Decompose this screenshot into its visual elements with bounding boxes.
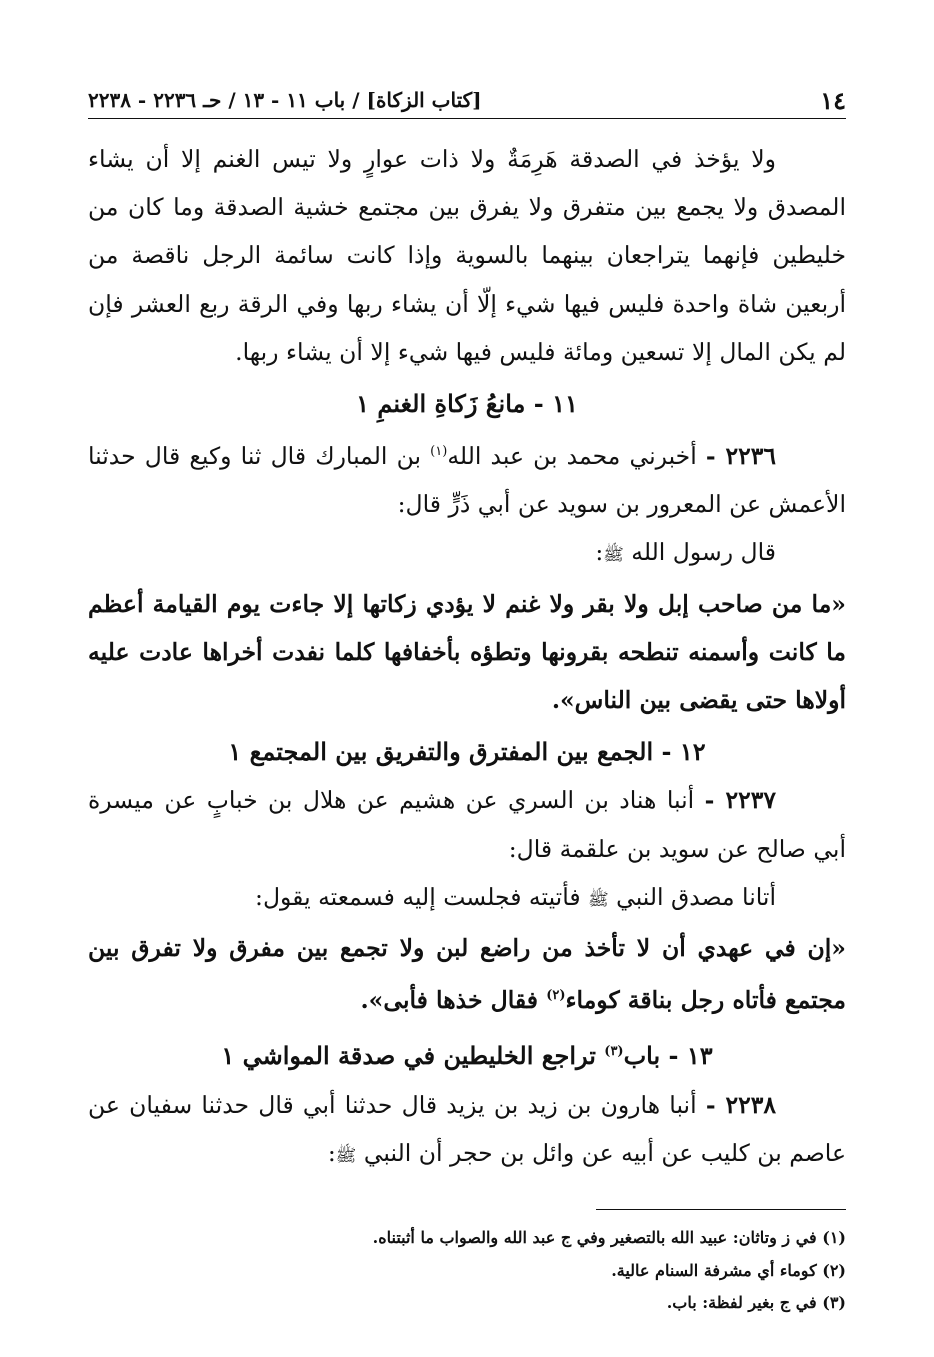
footnote-3: (٣) في ج بغير لفظة: باب.: [666, 1293, 846, 1312]
footnote-ref-3: (٣): [604, 1044, 624, 1060]
intro-paragraph: ولا يؤخذ في الصدقة هَرِمَةٌ ولا ذات عوارٍ ولا تيس الغنم إلا أن يشاء المصدق ولا يجمع بين متفرق ولا يفرق بين مجتمع خشية الصدقة وما كان من خليطين فإنهما يتراجعان بينهما بالسوية وإذا كانت سائمة الرجل ناقصة من أربعين شاة واحدة فليس فيها شيء إلّا أن يشاء ربها وفي الرقة ربع العشر فإن لم يكن المال إلا تسعين ومائة فليس فيها شيء إلا أن يشاء ربها.: [88, 145, 846, 366]
isnad-text: أنبا هارون بن زيد بن يزيد قال حدثنا أبي قال حدثنا سفيان عن عاصم بن كليب عن أبيه عن وائل بن حجر أن النبي: [88, 1090, 846, 1167]
said-end: فأتيته فجلست إليه فسمعته يقول:: [255, 882, 589, 911]
page-body: [88, 135, 846, 1180]
isnad-text: بن المبارك قال ثنا وكيع قال حدثنا الأعمش عن المعرور بن سويد عن أبي ذَرٍّ قال:: [88, 442, 846, 519]
footnote-divider: [596, 1209, 846, 1210]
hadith-2238-isnad: [88, 1081, 846, 1180]
hadith-number: ٢٢٣٨ -: [705, 1090, 776, 1119]
hadith-number: ٢٢٣٧ -: [704, 786, 776, 815]
hadith-2236-said: [88, 528, 846, 579]
matn-text: «إن في عهدي أن لا تأخذ من راضع لبن ولا تجمع بين مفرق ولا تفرق بين مجتمع فأتاه رجل بناقة كوماء: [88, 934, 846, 1015]
hadith-2236-matn: «ما من صاحب إبل ولا بقر ولا غنم لا يؤدي زكاتها إلا جاءت يوم القيامة أعظم ما كانت وأسمنه تنطحه بقرونها وتطؤه بأخفافها كلما نفدت أخراها عادت عليه أولاها حتى يقضى بين الناس».: [88, 589, 846, 715]
footnotes: [88, 1222, 846, 1320]
hadith-number: ٢٢٣٦ -: [705, 442, 776, 471]
hadith-2236-isnad: [88, 428, 846, 528]
footnote-ref-1: (١): [430, 444, 448, 460]
page-number: ١٤: [820, 85, 846, 115]
said-text: أتانا مصدق النبي: [616, 882, 776, 911]
isnad-text: أنبا هناد بن السري عن هشيم عن هلال بن خبابٍ عن ميسرة أبي صالح عن سويد بن علقمة قال:: [88, 786, 846, 863]
section-heading-13: [88, 1028, 846, 1080]
isnad-text: أخبرني محمد بن عبد الله: [447, 442, 697, 471]
footnote-2: (٢) كوماء أي مشرفة السنام عالية.: [611, 1260, 846, 1280]
salutation-glyph: ﷺ: [588, 889, 609, 910]
section-heading-11: ١١ - مانعُ زَكاةِ الغنمِ ١: [356, 389, 578, 419]
matn-text: فقال خذها فأبى».: [360, 986, 547, 1015]
hadith-2237-isnad: [88, 776, 846, 872]
section-heading-12: ١٢ - الجمع بين المفترق والتفريق بين المجتمع ١: [228, 737, 706, 767]
hadith-2237-matn: [88, 924, 846, 1024]
said-end: :: [595, 538, 604, 567]
footnote-1: (١) في ز وتاثان: عبيد الله بالتصغير وفي ج عبد الله والصواب ما أثبتناه.: [372, 1228, 846, 1247]
heading-text: تراجع الخليطين في صدقة المواشي ١: [221, 1041, 605, 1071]
said-text: قال رسول الله: [631, 538, 776, 567]
running-title: [كتاب الزكاة] / باب ١١ - ١٣ / حـ ٢٢٣٦ - ٢٢٣٨: [88, 88, 482, 112]
salutation-glyph: ﷺ: [335, 1145, 357, 1166]
salutation-glyph: ﷺ: [603, 545, 624, 566]
heading-text: ١٣ - باب: [623, 1041, 713, 1071]
footnote-ref-2: (٢): [546, 988, 566, 1004]
hadith-2237-said: [88, 873, 846, 924]
isnad-end: :: [327, 1138, 336, 1167]
running-header: [88, 82, 846, 119]
